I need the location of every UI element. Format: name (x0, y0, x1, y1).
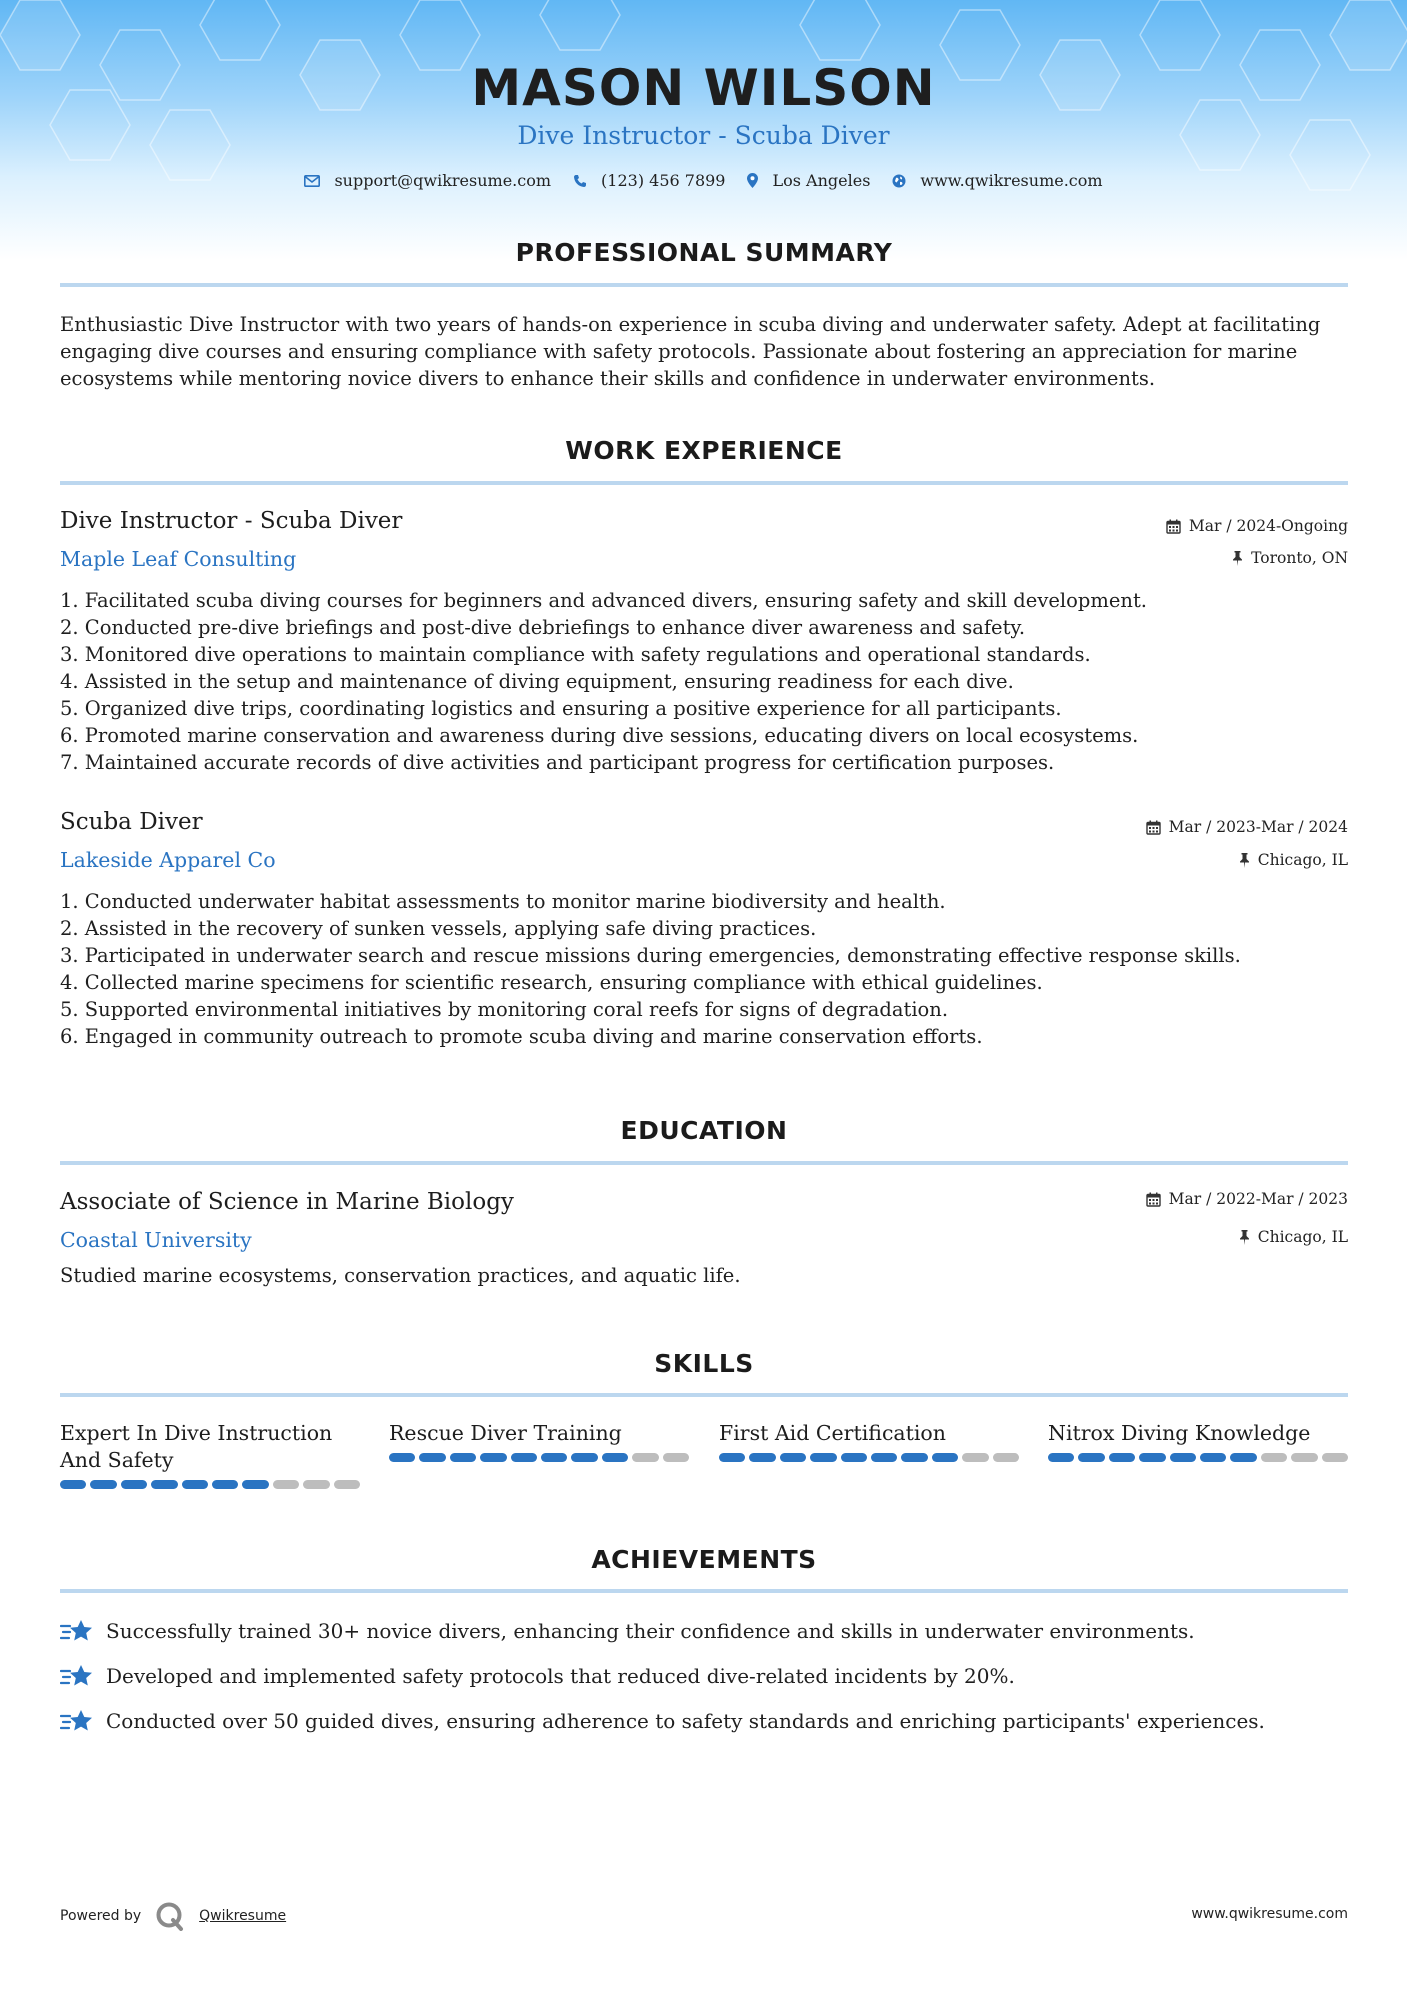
skill-segment-filled (1170, 1453, 1196, 1462)
job-location-text: Chicago, IL (1257, 851, 1348, 869)
list-item: 7. Maintained accurate records of dive activities and participant progress for certification purposes. (60, 751, 1055, 774)
skill-segment-filled (419, 1453, 445, 1462)
skill-segment-filled (121, 1480, 147, 1489)
contact-bar (0, 171, 1407, 190)
skill-segment-empty (1261, 1453, 1287, 1462)
skill-segment-filled (810, 1453, 836, 1462)
calendar-icon (1166, 519, 1181, 534)
job-company: Lakeside Apparel Co (60, 848, 276, 872)
calendar-icon (1146, 1192, 1161, 1207)
job-dates (1146, 816, 1348, 838)
skill-level-bar (719, 1453, 1019, 1462)
list-item: 2. Assisted in the recovery of sunken vessels, applying safe diving practices. (60, 917, 817, 940)
skill-item (719, 1420, 1019, 1462)
contact-phone-text: (123) 456 7899 (601, 171, 726, 190)
footer (60, 1900, 1348, 1940)
job-responsibilities (60, 888, 1350, 1050)
summary-text: Enthusiastic Dive Instructor with two years of hands-on experience in scuba diving and underwater safety. Adept at facilitating engaging dive courses and ensuring compliance with safety protocols. Passionate about fostering an appreciation for marine ecosystems while mentoring novice divers to enhance their skills and confidence in underwater environments. (60, 313, 1321, 390)
achievements-divider (60, 1589, 1348, 1593)
skill-segment-filled (212, 1480, 238, 1489)
map-pin-icon (747, 173, 758, 188)
powered-by (60, 1900, 286, 1932)
skill-segment-filled (571, 1453, 597, 1462)
list-item: 2. Conducted pre-dive briefings and post-dive debriefings to enhance diver awareness and safety. (60, 616, 1026, 639)
skill-segment-filled (719, 1453, 745, 1462)
skill-level-bar (389, 1453, 689, 1462)
skill-segment-filled (841, 1453, 867, 1462)
candidate-role: Dive Instructor - Scuba Diver (517, 121, 890, 150)
skill-segment-filled (151, 1480, 177, 1489)
star-icon (60, 1662, 94, 1690)
skill-segment-filled (90, 1480, 116, 1489)
star-icon (60, 1617, 94, 1645)
achievement-item (60, 1617, 1195, 1645)
skill-segment-filled (749, 1453, 775, 1462)
skills-heading: SKILLS (654, 1349, 754, 1378)
achievement-text: Conducted over 50 guided dives, ensuring adherence to safety standards and enriching participants' experiences. (106, 1709, 1265, 1733)
globe-icon (892, 174, 906, 188)
list-item: 4. Collected marine specimens for scientific research, ensuring compliance with ethical guidelines. (60, 971, 1043, 994)
experience-divider (60, 481, 1348, 485)
skill-segment-filled (780, 1453, 806, 1462)
summary-divider (60, 283, 1348, 287)
skill-segment-filled (511, 1453, 537, 1462)
list-item: 5. Supported environmental initiatives by monitoring coral reefs for signs of degradation. (60, 998, 949, 1021)
achievement-item (60, 1707, 1265, 1735)
summary-heading: PROFESSIONAL SUMMARY (515, 238, 893, 267)
experience-heading: WORK EXPERIENCE (565, 436, 843, 465)
achievement-text: Developed and implemented safety protocols that reduced dive-related incidents by 20%. (106, 1664, 1015, 1688)
skill-segment-empty (273, 1480, 299, 1489)
skill-name: Rescue Diver Training (389, 1421, 622, 1445)
job-location (1239, 849, 1348, 871)
contact-email-text: support@qwikresume.com (334, 171, 552, 190)
job-dates-text: Mar / 2024-Ongoing (1188, 517, 1348, 535)
skill-segment-filled (1139, 1453, 1165, 1462)
job-dates (1166, 515, 1348, 537)
skill-item (389, 1420, 689, 1462)
skill-name: First Aid Certification (719, 1421, 946, 1445)
list-item: 3. Monitored dive operations to maintain compliance with safety regulations and operational standards. (60, 643, 1091, 666)
skill-segment-filled (242, 1480, 268, 1489)
skill-segment-filled (60, 1480, 86, 1489)
powered-by-label: Powered by (60, 1908, 142, 1924)
skill-segment-filled (389, 1453, 415, 1462)
degree-title: Associate of Science in Marine Biology (60, 1189, 514, 1215)
education-location (1239, 1226, 1348, 1248)
job-company: Maple Leaf Consulting (60, 547, 297, 571)
skills-divider (60, 1393, 1348, 1397)
skill-segment-filled (871, 1453, 897, 1462)
achievement-item (60, 1662, 1015, 1690)
pushpin-icon (1232, 551, 1243, 566)
list-item: 3. Participated in underwater search and rescue missions during emergencies, demonstrating effective response skills. (60, 944, 1241, 967)
skill-segment-filled (932, 1453, 958, 1462)
contact-location-text: Los Angeles (772, 171, 871, 190)
achievement-text: Successfully trained 30+ novice divers, enhancing their confidence and skills in underwater environments. (106, 1619, 1195, 1643)
skill-segment-filled (1078, 1453, 1104, 1462)
skill-segment-filled (480, 1453, 506, 1462)
list-item: 1. Facilitated scuba diving courses for beginners and advanced divers, ensuring safety and skill development. (60, 589, 1147, 612)
skill-level-bar (60, 1480, 360, 1489)
skill-name: Nitrox Diving Knowledge (1048, 1421, 1311, 1445)
job-location-text: Toronto, ON (1251, 549, 1348, 567)
envelope-icon (304, 175, 320, 187)
list-item: 6. Promoted marine conservation and awareness during dive sessions, educating divers on local ecosystems. (60, 724, 1139, 747)
star-icon (60, 1707, 94, 1735)
contact-email[interactable] (304, 171, 551, 190)
pushpin-icon (1239, 853, 1250, 868)
job-location (1232, 547, 1348, 569)
skill-segment-filled (602, 1453, 628, 1462)
pushpin-icon (1239, 1230, 1250, 1245)
list-item: 1. Conducted underwater habitat assessments to monitor marine biodiversity and health. (60, 890, 946, 913)
candidate-name: MASON WILSON (471, 59, 936, 117)
skill-segment-empty (303, 1480, 329, 1489)
skill-segment-empty (1322, 1453, 1348, 1462)
skill-segment-empty (1291, 1453, 1317, 1462)
skill-item (60, 1420, 360, 1489)
skill-segment-filled (1048, 1453, 1074, 1462)
skill-segment-empty (993, 1453, 1019, 1462)
calendar-icon (1146, 820, 1161, 835)
job-title: Scuba Diver (60, 809, 203, 835)
education-dates-text: Mar / 2022-Mar / 2023 (1168, 1190, 1348, 1208)
resume-header (0, 56, 1407, 154)
skill-item (1048, 1420, 1348, 1462)
achievements-heading: ACHIEVEMENTS (591, 1545, 817, 1574)
education-location-text: Chicago, IL (1257, 1228, 1348, 1246)
skill-segment-empty (334, 1480, 360, 1489)
skill-segment-filled (901, 1453, 927, 1462)
contact-website[interactable] (892, 171, 1102, 190)
education-heading: EDUCATION (620, 1116, 788, 1145)
education-divider (60, 1161, 1348, 1165)
skill-segment-filled (1230, 1453, 1256, 1462)
brand-link[interactable]: Qwikresume (199, 1908, 287, 1924)
list-item: 4. Assisted in the setup and maintenance of diving equipment, ensuring readiness for each dive. (60, 670, 1014, 693)
skill-segment-empty (962, 1453, 988, 1462)
contact-location (747, 171, 870, 190)
qwikresume-logo-icon (155, 1901, 185, 1931)
skill-level-bar (1048, 1453, 1348, 1462)
phone-icon (573, 174, 587, 188)
education-description: Studied marine ecosystems, conservation practices, and aquatic life. (60, 1264, 741, 1287)
skill-segment-filled (1109, 1453, 1135, 1462)
job-title: Dive Instructor - Scuba Diver (60, 508, 403, 534)
skill-segment-filled (182, 1480, 208, 1489)
skill-name: Expert In Dive Instruction And Safety (60, 1421, 333, 1472)
contact-phone[interactable] (573, 171, 725, 190)
job-dates-text: Mar / 2023-Mar / 2024 (1168, 818, 1348, 836)
school-name: Coastal University (60, 1228, 252, 1252)
footer-url[interactable]: www.qwikresume.com (1191, 1906, 1348, 1922)
skill-segment-empty (632, 1453, 658, 1462)
job-responsibilities (60, 587, 1350, 776)
contact-website-text: www.qwikresume.com (920, 171, 1103, 190)
skill-segment-filled (1200, 1453, 1226, 1462)
list-item: 5. Organized dive trips, coordinating logistics and ensuring a positive experience for all participants. (60, 697, 1062, 720)
skill-segment-filled (450, 1453, 476, 1462)
skill-segment-empty (663, 1453, 689, 1462)
skill-segment-filled (541, 1453, 567, 1462)
list-item: 6. Engaged in community outreach to promote scuba diving and marine conservation efforts. (60, 1025, 983, 1048)
education-dates (1146, 1188, 1348, 1210)
